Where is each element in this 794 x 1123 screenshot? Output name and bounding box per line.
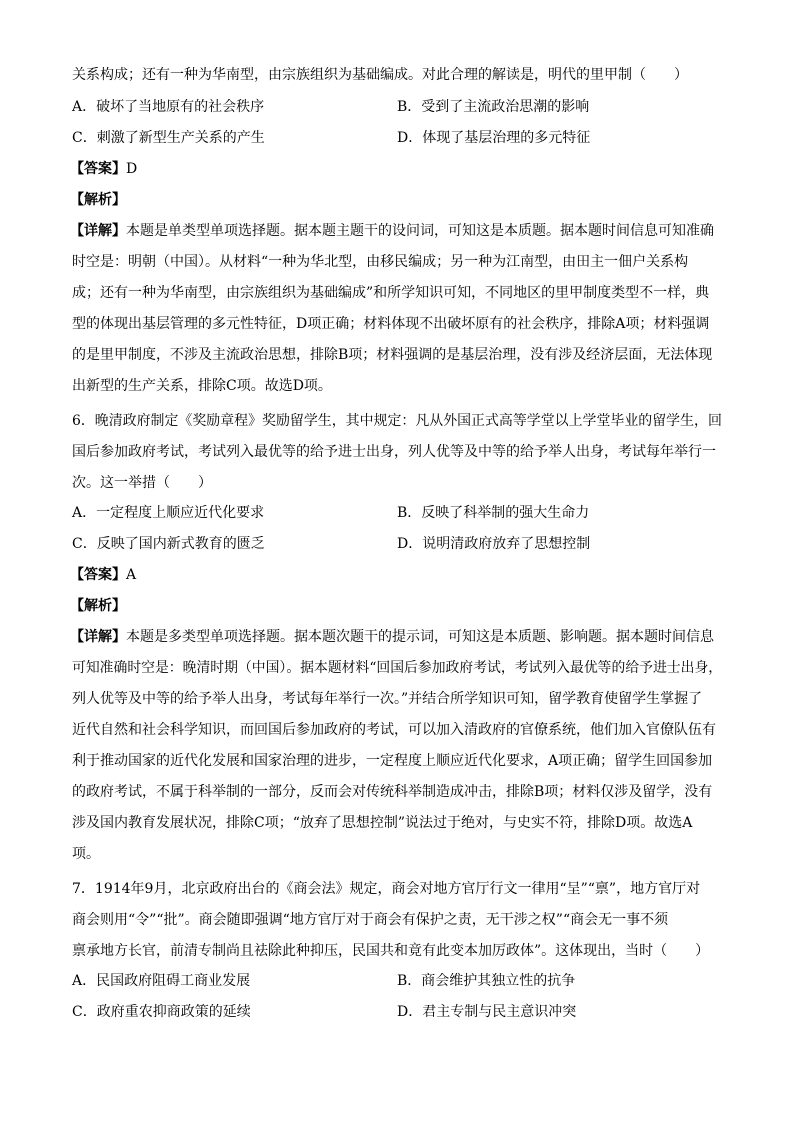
q6-detail-line-1 (70, 627, 714, 647)
q6-option-a: A．一定程度上顺应近代化要求 (72, 505, 265, 521)
detail-text: 本题是单类型单项选择题。据本题主题干的设问词，可知这是本质题。据本题时间信息可知准确 (126, 223, 714, 239)
q5-detail-line-6: 出新型的生产关系，排除C项。故选D项。 (72, 378, 332, 394)
q7-stem-line-1: 7．1914年9月，北京政府出台的《商会法》规定，商会对地方官厅行文一律用“呈”“禀”，地方官厅对 (72, 881, 701, 897)
q6-stem-line-3: 次。这一举措（ ） (72, 475, 212, 491)
q5-option-c: C．刺激了新型生产关系的产生 (72, 130, 265, 146)
answer-tag: 【答案】 (70, 161, 126, 177)
q6-detail-line-7: 涉及国内教育发展状况，排除C项；“放弃了思想控制”说法过于绝对，与史实不符，排除D项。故选A (72, 815, 693, 831)
q6-detail-line-8: 项。 (72, 846, 100, 862)
q6-analysis-tag (70, 596, 126, 616)
q7-option-c: C．政府重农抑商政策的延续 (72, 1004, 251, 1020)
q6-stem-line-2: 国后参加政府考试，考试列入最优等的给予进士出身，列人优等及中等的给予举人出身，考试每年举行一 (72, 444, 716, 460)
analysis-tag: 【解析】 (70, 192, 126, 208)
q6-option-b: B．反映了科举制的强大生命力 (397, 505, 590, 521)
q6-detail-line-3: 列人优等及中等的给予举人出身，考试每年举行一次。”并结合所学知识可知，留学教育使留学生掌握了 (72, 691, 703, 707)
q5-option-b: B．受到了主流政治思潮的影响 (397, 99, 590, 115)
q5-answer (70, 159, 137, 179)
q5-detail-line-4: 型的体现出基层管理的多元性特征，D项正确；材料体现不出破坏原有的社会秩序，排除A项；材料强调 (72, 316, 710, 332)
q6-detail-line-6: 的政府考试，不属于科举制的一部分，反而会对传统科举制造成冲击，排除B项；材料仅涉及留学，没有 (72, 784, 713, 800)
q5-detail-line-5: 的是里甲制度，不涉及主流政治思想，排除B项；材料强调的是基层治理，没有涉及经济层面，无法体现 (72, 347, 713, 363)
answer-value: D (126, 161, 138, 177)
q5-detail-line-1 (70, 221, 714, 241)
q6-detail-line-4: 近代自然和社会科学知识，而回国后参加政府的考试，可以加入清政府的官僚系统，他们加入官僚队伍有 (72, 722, 716, 738)
q7-stem-line-2: 商会则用“令”“批”。商会随即强调“地方官厅对于商会有保护之责，无干涉之权”“商会无一事不须 (72, 912, 669, 928)
q7-option-d: D．君主专制与民主意识冲突 (397, 1004, 577, 1020)
detail-tag: 【详解】 (70, 629, 126, 645)
q6-answer (70, 565, 136, 585)
q5-option-a: A．破坏了当地原有的社会秩序 (72, 99, 265, 115)
q5-stem-tail: 关系构成；还有一种为华南型，由宗族组织为基础编成。对此合理的解读是，明代的里甲制（ ） (72, 67, 688, 83)
q6-detail-line-5: 利于推动国家的近代化发展和国家治理的进步，一定程度上顺应近代化要求，A项正确；留学生回国参加 (72, 753, 713, 769)
q6-stem-line-1: 6．晚清政府制定《奖励章程》奖励留学生，其中规定：凡从外国正式高等学堂以上学堂毕业的留学生，回 (72, 413, 722, 429)
analysis-tag: 【解析】 (70, 598, 126, 614)
q6-option-d: D．说明清政府放弃了思想控制 (397, 536, 591, 552)
q5-option-d: D．体现了基层治理的多元特征 (397, 130, 591, 146)
detail-tag: 【详解】 (70, 223, 126, 239)
answer-value: A (126, 567, 137, 583)
q5-detail-line-2: 时空是：明朝（中国）。从材料“一种为华北型，由移民编成；另一种为江南型，由田主一佃户关系构 (72, 254, 689, 270)
q6-detail-line-2: 可知准确时空是：晚清时期（中国）。据本题材料“回国后参加政府考试，考试列入最优等的给予进士出身， (72, 660, 723, 676)
detail-text: 本题是多类型单项选择题。据本题次题干的提示词，可知这是本质题、影响题。据本题时间信息 (126, 629, 714, 645)
q7-option-b: B．商会维护其独立性的抗争 (397, 973, 576, 989)
q6-option-c: C．反映了国内新式教育的匮乏 (72, 536, 265, 552)
q7-stem-line-3: 禀承地方长官，前清专制尚且祛除此种抑压，民国共和竟有此变本加厉政体”。这体现出，当时（ ） (72, 943, 710, 959)
q5-analysis-tag (70, 190, 126, 210)
q5-detail-line-3: 成；还有一种为华南型，由宗族组织为基础编成”和所学知识可知，不同地区的里甲制度类型不一样，典 (72, 285, 710, 301)
q7-option-a: A．民国政府阻碍工商业发展 (72, 973, 251, 989)
answer-tag: 【答案】 (70, 567, 126, 583)
